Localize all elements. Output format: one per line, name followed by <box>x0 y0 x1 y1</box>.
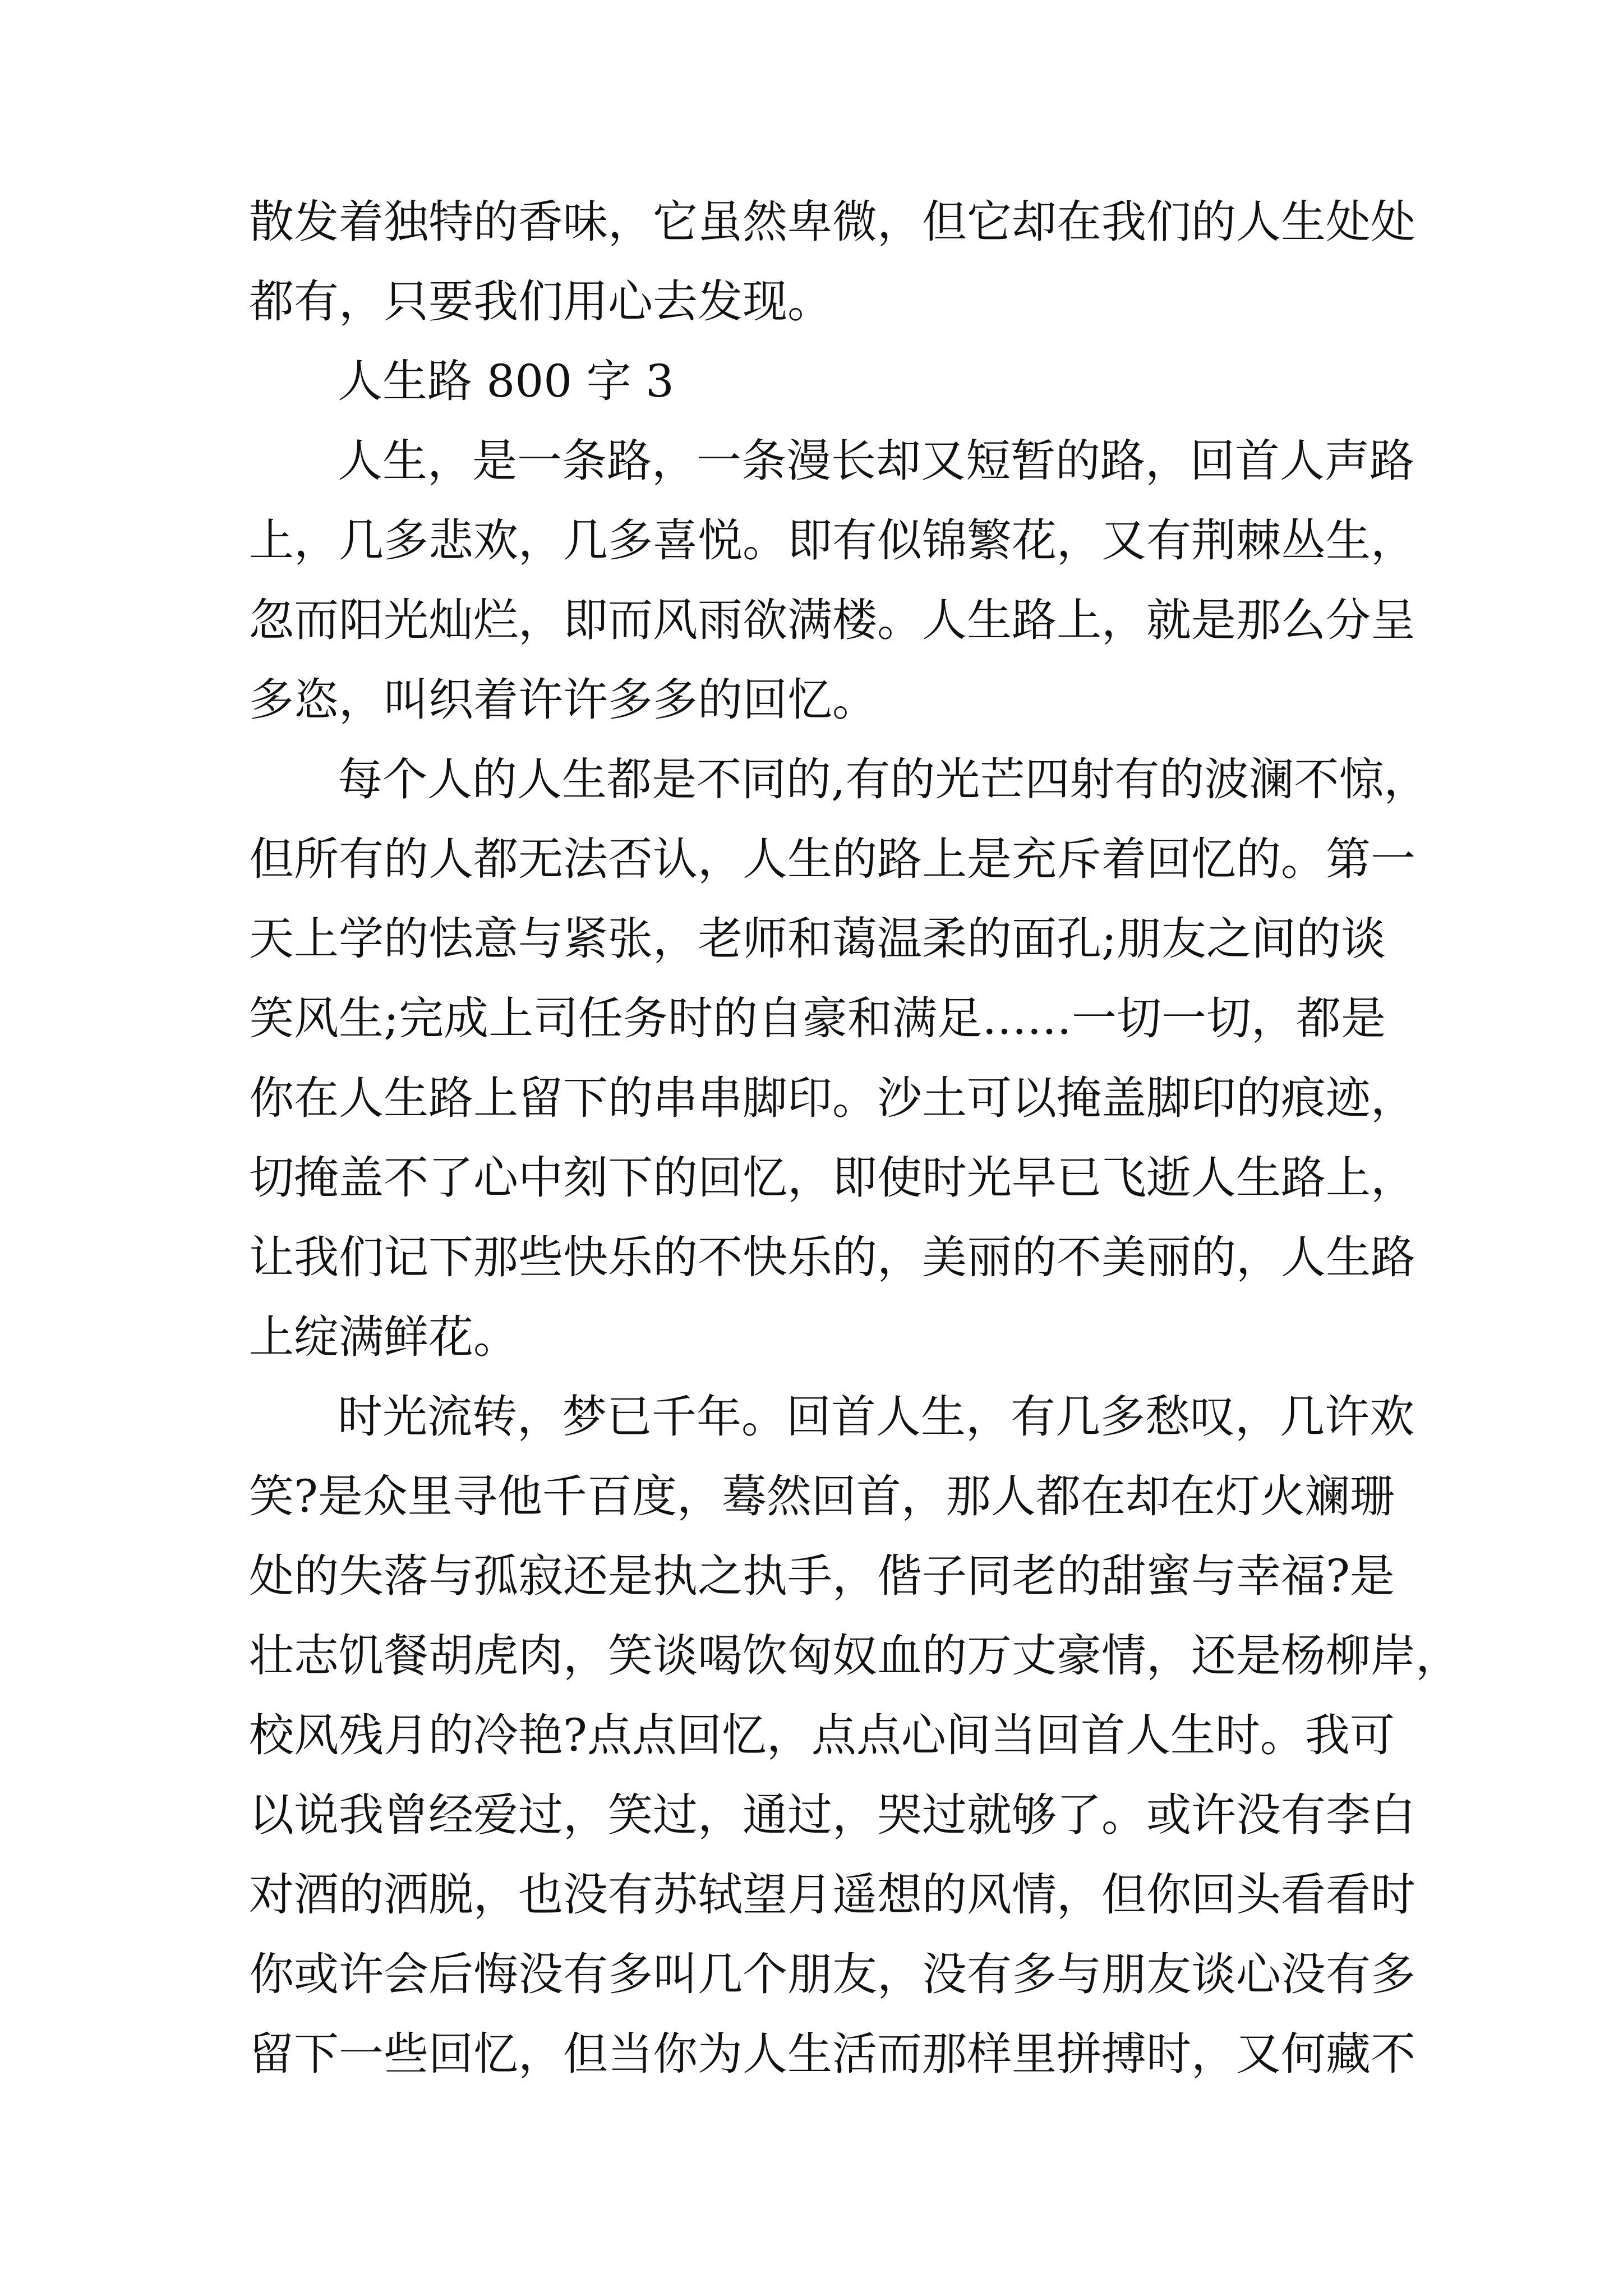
text-line-10: 天上学的怯意与紧张，老师和蔼温柔的面孔;朋友之间的谈 <box>249 913 1386 965</box>
text-line-5: 上，几多悲欢，几多喜悦。即有似锦繁花，又有荆棘丛生， <box>249 514 1415 567</box>
text-line-8: 每个人的人生都是不同的,有的光芒四射有的波澜不惊， <box>338 753 1429 806</box>
text-line-15: 上绽满鲜花。 <box>249 1311 518 1363</box>
text-line-20: 校风残月的冷艳?点点回忆，点点心间当回首人生时。我可 <box>249 1709 1395 1761</box>
document-body <box>249 194 1460 2106</box>
text-line-17: 笑?是众里寻他千百度，蓦然回首，那人都在却在灯火斓珊 <box>249 1470 1395 1522</box>
text-line-22: 对酒的洒脱，也没有苏轼望月遥想的风情，但你回头看看时 <box>249 1869 1415 1921</box>
text-line-13: 切掩盖不了心中刻下的回忆，即使时光早已飞逝人生路上， <box>249 1152 1415 1204</box>
text-line-2: 都有，只要我们用心去发现。 <box>249 275 832 328</box>
text-line-4: 人生，是一条路，一条漫长却又短暂的路，回首人声路 <box>338 435 1414 487</box>
text-line-18: 处的失落与孤寂还是执之执手，偕子同老的甜蜜与幸福?是 <box>249 1550 1395 1602</box>
text-line-6: 忽而阳光灿烂，即而风雨欲满楼。人生路上，就是那么分呈 <box>249 594 1415 646</box>
text-line-23: 你或许会后悔没有多叫几个朋友，没有多与朋友谈心没有多 <box>249 1948 1415 2000</box>
text-line-14: 让我们记下那些快乐的不快乐的，美丽的不美丽的，人生路 <box>249 1231 1415 1283</box>
text-line-24: 留下一些回忆，但当你为人生活而那样里拼搏时，又何藏不 <box>249 2028 1415 2080</box>
text-line-9: 但所有的人都无法否认，人生的路上是充斥着回忆的。第一 <box>249 833 1415 885</box>
text-line-16: 时光流转，梦已千年。回首人生，有几多愁叹，几许欢 <box>338 1391 1414 1443</box>
text-line-1: 散发着独特的香味，它虽然卑微，但它却在我们的人生处处 <box>249 196 1415 248</box>
text-line-11: 笑风生;完成上司任务时的自豪和满足……一切一切，都是 <box>249 992 1386 1045</box>
text-line-12: 你在人生路上留下的串串脚印。沙土可以掩盖脚印的痕迹， <box>249 1072 1415 1124</box>
text-line-19: 壮志饥餐胡虎肉，笑谈喝饮匈奴血的万丈豪情，还是杨柳岸， <box>249 1630 1460 1682</box>
text-line-7: 多恣，叫织着许许多多的回忆。 <box>249 674 877 726</box>
section-heading: 人生路 800 字 3 <box>338 355 674 407</box>
text-line-21: 以说我曾经爱过，笑过，通过，哭过就够了。或许没有李白 <box>249 1789 1415 1841</box>
